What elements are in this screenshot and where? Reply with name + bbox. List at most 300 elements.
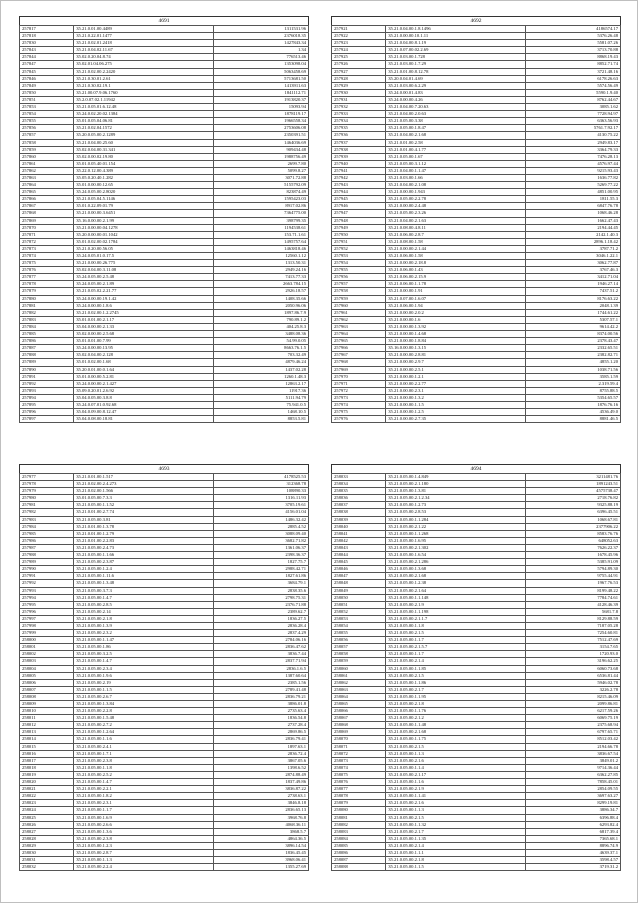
table-row xyxy=(332,828,621,835)
point-number-cell: 258054 xyxy=(332,622,386,629)
table-row xyxy=(332,26,621,33)
point-number-cell: 258007 xyxy=(20,686,74,693)
point-number-cell: 257952 xyxy=(332,245,386,252)
table-row xyxy=(332,637,621,644)
table-row xyxy=(332,146,621,153)
value-cell: 3713.70.88 xyxy=(525,47,620,54)
point-number-cell: 257964 xyxy=(332,331,386,338)
value-cell: 1636.77.82 xyxy=(525,174,620,181)
value-cell: 2854.09.55 xyxy=(525,786,620,793)
value-cell: 6217.59.26 xyxy=(525,708,620,715)
coordinate-cell: 35.21.0.05.00.3.81 xyxy=(74,516,213,523)
table-row xyxy=(332,47,621,54)
point-number-cell: 257984 xyxy=(20,523,74,530)
table-row xyxy=(20,89,309,96)
coordinate-cell: 35.21.0.00.00.2.4.48 xyxy=(386,203,525,210)
table-row xyxy=(20,573,309,580)
table-row xyxy=(332,722,621,729)
table-row xyxy=(20,828,309,835)
table-row xyxy=(332,474,621,481)
table-row xyxy=(332,729,621,736)
coordinate-cell: 35.21.0.05.00.2.1.6 xyxy=(386,800,525,807)
coordinate-cell: 35.21.0.05.00.2.3.1 xyxy=(74,800,213,807)
value-cell: 5385.91.09 xyxy=(525,559,620,566)
value-cell: 3836.87.22 xyxy=(213,786,308,793)
table-row xyxy=(332,644,621,651)
coordinate-cell: 35.21.0.05.00.1.8.2 xyxy=(74,793,213,800)
point-number-cell: 257888 xyxy=(20,352,74,359)
value-cell: 2398.36.37 xyxy=(213,552,308,559)
point-number-cell: 257893 xyxy=(20,387,74,394)
point-number-cell: 258052 xyxy=(332,608,386,615)
coordinate-cell: 35.21.0.05.00.2.2.4 xyxy=(74,864,213,871)
table-header: 4691 xyxy=(19,16,309,25)
value-cell: 1811.55.3 xyxy=(525,196,620,203)
value-cell: 2718.76.82 xyxy=(525,495,620,502)
point-number-cell: 258070 xyxy=(332,736,386,743)
value-cell: 2048.1.39 xyxy=(525,302,620,309)
value-cell: 2142.1.40.3 xyxy=(525,231,620,238)
point-number-cell: 257991 xyxy=(20,573,74,580)
table-row xyxy=(332,267,621,274)
coordinate-cell: 35.21.0.05.00.2.1.7 xyxy=(386,686,525,693)
table-row xyxy=(20,96,309,103)
value-cell: 5063458.69 xyxy=(213,68,308,75)
table-row xyxy=(20,842,309,849)
table-row xyxy=(20,139,309,146)
value-cell: 1398.6.52 xyxy=(213,764,308,771)
table-row xyxy=(332,281,621,288)
table-row xyxy=(332,495,621,502)
table-row xyxy=(332,210,621,217)
coordinate-cell: 35.21.0.05.00.1.1.6 xyxy=(386,779,525,786)
value-cell: 6363.56.93 xyxy=(525,118,620,125)
value-cell: 5713681.50 xyxy=(213,75,308,82)
table-row xyxy=(20,722,309,729)
point-number-cell: 257973 xyxy=(332,394,386,401)
table-row xyxy=(332,594,621,601)
coordinate-cell: 35.21.0.05.00.1.2.3 xyxy=(74,842,213,849)
value-cell: 9325.88.19 xyxy=(525,502,620,509)
coordinate-cell: 35.21.0.05.00.1.1.3 xyxy=(386,807,525,814)
value-cell: 3488.08.36 xyxy=(213,331,308,338)
coordinate-cell: 35.21.0.05.00.3.1.12 xyxy=(386,160,525,167)
coordinate-cell: 35.04.0.00.00.2.1.33 xyxy=(74,323,213,330)
value-cell: 2869.86.5 xyxy=(213,729,308,736)
point-number-cell: 257967 xyxy=(332,352,386,359)
table-row xyxy=(20,68,309,75)
coordinate-cell: 35.21.0.05.00.2.4.1 xyxy=(74,743,213,750)
point-number-cell: 258035 xyxy=(332,488,386,495)
coordinate-cell: 35.21.0.05.00.1.9.6 xyxy=(74,672,213,679)
point-number-cell: 257874 xyxy=(20,253,74,260)
point-number-cell: 257943 xyxy=(332,182,386,189)
value-cell: 2050.96.06 xyxy=(213,302,308,309)
point-number-cell: 257857 xyxy=(20,132,74,139)
value-cell: 8852.71.74 xyxy=(525,61,620,68)
value-cell: 5581.07.26 xyxy=(525,40,620,47)
point-number-cell: 257843 xyxy=(20,47,74,54)
coordinate-cell: 35.21.0.05.00.1.8.47 xyxy=(386,125,525,132)
table-row xyxy=(20,338,309,345)
value-cell: 4576.97.44 xyxy=(525,160,620,167)
point-number-cell: 258018 xyxy=(20,764,74,771)
table-row xyxy=(20,679,309,686)
value-cell: 776513.46 xyxy=(213,54,308,61)
value-cell: 3846.8.18 xyxy=(213,800,308,807)
coordinate-cell: 35.21.0.05.00.2.3.8 xyxy=(74,835,213,842)
coordinate-cell: 35.21.0.05.00.2.1.6 xyxy=(386,757,525,764)
point-number-cell: 258048 xyxy=(332,580,386,587)
point-number-cell: 257933 xyxy=(332,111,386,118)
table-row xyxy=(20,672,309,679)
value-cell: 4879.46.24 xyxy=(213,359,308,366)
value-cell: 3836.67.54 xyxy=(525,750,620,757)
value-cell: 2385.1.56 xyxy=(213,679,308,686)
table-row xyxy=(332,708,621,715)
value-cell: 1966558.34 xyxy=(213,118,308,125)
coordinate-cell: 35.21.0.05.00.1.3.81 xyxy=(386,488,525,495)
value-cell: 8896.74.9 xyxy=(525,842,620,849)
point-number-cell: 258073 xyxy=(332,757,386,764)
table-row xyxy=(332,665,621,672)
coordinates-table xyxy=(331,25,621,423)
table-row xyxy=(332,715,621,722)
table-row xyxy=(20,153,309,160)
table-block-4 xyxy=(331,464,621,871)
point-number-cell: 258071 xyxy=(332,743,386,750)
value-cell: 790.89.1.2 xyxy=(213,316,308,323)
coordinate-cell: 35.21.0.05.00.2.1.5 xyxy=(386,630,525,637)
value-cell: 1413911.63 xyxy=(213,82,308,89)
point-number-cell: 257897 xyxy=(20,416,74,423)
point-number-cell: 257992 xyxy=(20,580,74,587)
coordinate-cell: 35.21.0.02.00.1.566 xyxy=(74,488,213,495)
table-row xyxy=(332,75,621,82)
table-row xyxy=(332,104,621,111)
coordinate-cell: 35.24.0.00.00.1.8.6 xyxy=(74,302,213,309)
coordinate-cell: 35.04.0.05.00.3.8.8 xyxy=(74,394,213,401)
value-cell: 1427843.34 xyxy=(213,40,308,47)
table-row xyxy=(332,651,621,658)
point-number-cell: 257846 xyxy=(20,75,74,82)
value-cell: 2838.35.6 xyxy=(213,587,308,594)
table-row xyxy=(20,544,309,551)
value-cell: 5590.1.9.40 xyxy=(525,89,620,96)
value-cell: 2382.82.71 xyxy=(525,352,620,359)
table-row xyxy=(332,366,621,373)
coordinate-cell: 35.21.0.05.00.2.1.5 xyxy=(386,672,525,679)
table-row xyxy=(332,622,621,629)
point-number-cell: 257878 xyxy=(20,281,74,288)
value-cell: 54.99.0.05 xyxy=(213,338,308,345)
coordinate-cell: 35.21.0.03.00.1.7.29 xyxy=(386,61,525,68)
coordinate-cell: 35.21.0.05.00.2.1.22 xyxy=(386,523,525,530)
table-row xyxy=(20,167,309,174)
point-number-cell: 258084 xyxy=(332,835,386,842)
coordinate-cell: 35.21.0.05.00.2.3.26 xyxy=(386,210,525,217)
point-number-cell: 258027 xyxy=(20,828,74,835)
point-number-cell: 258079 xyxy=(332,800,386,807)
value-cell: 3071.72.88 xyxy=(213,174,308,181)
coordinate-cell: 35.20.0.00.00.01.1042 xyxy=(74,231,213,238)
value-cell: 2836.72.4 xyxy=(213,750,308,757)
table-row xyxy=(332,189,621,196)
table-row xyxy=(332,401,621,408)
point-number-cell: 257889 xyxy=(20,359,74,366)
table-row xyxy=(332,182,621,189)
value-cell: 4536.49.0 xyxy=(525,409,620,416)
point-number-cell: 258006 xyxy=(20,679,74,686)
table-row xyxy=(20,523,309,530)
value-cell: 1353098.04 xyxy=(213,61,308,68)
table-row xyxy=(20,658,309,665)
coordinate-cell: 35.21.0.05.00.3.7.3 xyxy=(74,587,213,594)
value-cell: 1897.63.1 xyxy=(213,743,308,750)
coordinate-cell: 35.01.0.02.00.02.1784 xyxy=(74,238,213,245)
point-number-cell: 257818 xyxy=(20,33,74,40)
point-number-cell: 257968 xyxy=(332,359,386,366)
table-row xyxy=(20,26,309,33)
point-number-cell: 258061 xyxy=(332,672,386,679)
table-row xyxy=(332,857,621,864)
point-number-cell: 257890 xyxy=(20,366,74,373)
point-number-cell: 258066 xyxy=(332,708,386,715)
table-row xyxy=(20,274,309,281)
value-cell: 1878119.17 xyxy=(213,111,308,118)
value-cell: 703.32.49 xyxy=(213,352,308,359)
value-cell: 2737.28.4 xyxy=(213,722,308,729)
value-cell: 2735.63.4 xyxy=(213,708,308,715)
point-number-cell: 257930 xyxy=(332,89,386,96)
table-header: 4694 xyxy=(331,464,621,473)
value-cell: 3719.31.2 xyxy=(525,864,620,871)
table-row xyxy=(20,281,309,288)
point-number-cell: 258056 xyxy=(332,637,386,644)
value-cell: 1463818.46 xyxy=(213,245,308,252)
point-number-cell: 257896 xyxy=(20,409,74,416)
value-cell: 8129.88.59 xyxy=(525,615,620,622)
point-number-cell: 258072 xyxy=(332,750,386,757)
point-number-cell: 257866 xyxy=(20,196,74,203)
table-row xyxy=(20,622,309,629)
table-row xyxy=(332,68,621,75)
value-cell: 6396.45.51 xyxy=(525,509,620,516)
value-cell: 8755.88.5 xyxy=(525,387,620,394)
point-number-cell: 258003 xyxy=(20,658,74,665)
value-cell: 108890.33 xyxy=(213,488,308,495)
point-number-cell: 258053 xyxy=(332,615,386,622)
table-row xyxy=(332,409,621,416)
table-row xyxy=(332,672,621,679)
coordinate-cell: 35.21.0.00.00.2.9.7 xyxy=(386,359,525,366)
value-cell: 3046.1.22.1 xyxy=(525,253,620,260)
point-number-cell: 257947 xyxy=(332,210,386,217)
value-cell: 1946.27.14 xyxy=(525,281,620,288)
coordinate-cell: 35.21.0.04.00.7.20.63 xyxy=(386,104,525,111)
value-cell: 4864.36.5 xyxy=(213,835,308,842)
table-row xyxy=(20,373,309,380)
point-number-cell: 257979 xyxy=(20,488,74,495)
table-row xyxy=(332,196,621,203)
table-row xyxy=(20,651,309,658)
coordinate-cell: 35.21.0.05.00.2.14 xyxy=(74,608,213,615)
value-cell: 3886.01.8 xyxy=(213,701,308,708)
table-row xyxy=(332,274,621,281)
value-cell: 6797.65.71 xyxy=(525,729,620,736)
coordinate-cell: 35.21.0.05.00.2.1.9 xyxy=(386,601,525,608)
coordinate-cell: 35.21.0.01.00.4.1.77 xyxy=(386,146,525,153)
value-cell: 2376.71.88 xyxy=(213,601,308,608)
point-number-cell: 258012 xyxy=(20,722,74,729)
table-row xyxy=(332,295,621,302)
coordinate-cell: 35.21.0.00.00.2.18.8 xyxy=(386,260,525,267)
coordinate-cell: 35.21.0.05.00.1.1.5 xyxy=(74,686,213,693)
coordinate-cell: 35.21.0.05.00.1.4.7 xyxy=(74,658,213,665)
value-cell: 7187.05.28 xyxy=(525,622,620,629)
coordinate-cell: 35.21.0.06.00.2.15.9 xyxy=(386,274,525,281)
point-number-cell: 258034 xyxy=(332,481,386,488)
table-row xyxy=(20,615,309,622)
coordinates-table xyxy=(19,25,309,423)
coordinate-cell: 35.21.0.05.00.2.1.8 xyxy=(386,701,525,708)
point-number-cell: 257894 xyxy=(20,394,74,401)
point-number-cell: 258017 xyxy=(20,757,74,764)
table-row xyxy=(20,217,309,224)
value-cell: 12560.1.12 xyxy=(213,253,308,260)
table-row xyxy=(20,495,309,502)
table-row xyxy=(332,373,621,380)
coordinate-cell: 35.21.0.05.00.2.3.87 xyxy=(74,559,213,566)
value-cell: 3849.01.2 xyxy=(525,757,620,764)
value-cell: 9755.44.91 xyxy=(525,573,620,580)
value-cell: 1827.61.86 xyxy=(213,573,308,580)
table-row xyxy=(20,736,309,743)
coordinate-cell: 35.21.0.05.00.2.6.7 xyxy=(74,693,213,700)
value-cell: 1260.1.48.3 xyxy=(213,373,308,380)
coordinate-cell: 35.21.0.00.00.2.0.2 xyxy=(386,309,525,316)
coordinate-cell: 35.21.0.05.00.1.1.5 xyxy=(386,864,525,871)
value-cell: 8583.76.76 xyxy=(525,530,620,537)
point-number-cell: 257886 xyxy=(20,338,74,345)
table-row xyxy=(20,40,309,47)
point-number-cell: 258019 xyxy=(20,771,74,778)
point-number-cell: 258046 xyxy=(332,566,386,573)
coordinate-cell: 35.21.0.00.00.2.5.1 xyxy=(386,366,525,373)
table-row xyxy=(332,566,621,573)
value-cell: 2798.75.31 xyxy=(213,594,308,601)
table-row xyxy=(332,167,621,174)
value-cell: 4156.01.04 xyxy=(213,509,308,516)
coordinate-cell: 35.20.0.05.00.2.1289 xyxy=(74,132,213,139)
point-number-cell: 257977 xyxy=(20,474,74,481)
point-number-cell: 257971 xyxy=(332,380,386,387)
value-cell: 4178525.53 xyxy=(213,474,308,481)
point-number-cell: 258016 xyxy=(20,750,74,757)
value-cell: 2332.65.51 xyxy=(525,345,620,352)
table-row xyxy=(20,608,309,615)
value-cell: 2896.1.18.42 xyxy=(525,238,620,245)
point-number-cell: 257938 xyxy=(332,146,386,153)
coordinate-cell: 35.24.0.02.20.02.1384 xyxy=(74,111,213,118)
table-row xyxy=(332,573,621,580)
point-number-cell: 257870 xyxy=(20,224,74,231)
table-row xyxy=(332,352,621,359)
table-row xyxy=(332,160,621,167)
table-row xyxy=(332,608,621,615)
coordinate-cell: 35.21.0.05.00.1.1.66 xyxy=(74,552,213,559)
point-number-cell: 257856 xyxy=(20,125,74,132)
point-number-cell: 257879 xyxy=(20,288,74,295)
value-cell: 2663.784.15 xyxy=(213,281,308,288)
point-number-cell: 258037 xyxy=(332,502,386,509)
value-cell: 1068.67.81 xyxy=(525,516,620,523)
value-cell: 2837.4.29 xyxy=(213,630,308,637)
point-number-cell: 257940 xyxy=(332,160,386,167)
coordinate-cell: 35.21.0.04.00.25.60 xyxy=(74,139,213,146)
coordinate-cell: 35.21.0.05.00.1.1.4 xyxy=(386,764,525,771)
point-number-cell: 257853 xyxy=(20,104,74,111)
coordinate-cell: 35.21.0.00.00.2.8.81 xyxy=(386,352,525,359)
value-cell: 7476.28.13 xyxy=(525,153,620,160)
coordinate-cell: 35.21.0.05.00.1.1.48 xyxy=(386,722,525,729)
value-cell: 2874.88.49 xyxy=(213,771,308,778)
point-number-cell: 258055 xyxy=(332,630,386,637)
coordinate-cell: 35.21.0.05.00.1.1.7 xyxy=(386,637,525,644)
table-row xyxy=(332,302,621,309)
table-row xyxy=(20,267,309,274)
value-cell: 1468.10.5 xyxy=(213,409,308,416)
point-number-cell: 257850 xyxy=(20,89,74,96)
coordinate-cell: 35.21.00.07.9.06.1760 xyxy=(74,89,213,96)
point-number-cell: 257983 xyxy=(20,516,74,523)
point-number-cell: 257928 xyxy=(332,75,386,82)
table-row xyxy=(20,174,309,181)
point-number-cell: 258059 xyxy=(332,658,386,665)
value-cell: 2378.43.47 xyxy=(525,338,620,345)
coordinate-cell: 35.21.0.05.00.2.1.5 xyxy=(386,814,525,821)
value-cell: 1836.54.8 xyxy=(213,715,308,722)
table-row xyxy=(20,800,309,807)
value-cell: 8853.5.81 xyxy=(213,416,308,423)
coordinate-cell: 35.21.0.05.00.2.3.2 xyxy=(74,630,213,637)
coordinates-table xyxy=(331,473,621,871)
point-number-cell: 257892 xyxy=(20,380,74,387)
coordinate-cell: 35.21.0.05.00.1.1.1 xyxy=(386,849,525,856)
table-row xyxy=(332,387,621,394)
coordinate-cell: 35.21.0.01.00.2.58 xyxy=(386,139,525,146)
point-number-cell: 257994 xyxy=(20,594,74,601)
point-number-cell: 258004 xyxy=(20,665,74,672)
coordinate-cell: 35.21.0.05.00.2.3.4 xyxy=(74,665,213,672)
value-cell: 1837.49.86 xyxy=(213,779,308,786)
table-row xyxy=(20,75,309,82)
value-cell: 2753606.08 xyxy=(213,125,308,132)
value-cell: 1678.45.96 xyxy=(525,552,620,559)
point-number-cell: 257949 xyxy=(332,224,386,231)
value-cell: 1720.93.0 xyxy=(525,651,620,658)
point-number-cell: 258081 xyxy=(332,814,386,821)
coordinate-cell: 35.21.0.05.00.2.1.5.7 xyxy=(386,644,525,651)
table-row xyxy=(332,800,621,807)
point-number-cell: 257863 xyxy=(20,174,74,181)
table-row xyxy=(20,401,309,408)
coordinate-cell: 35.21.0.00.00.1.2.5 xyxy=(386,409,525,416)
table-row xyxy=(332,89,621,96)
coordinate-cell: 35.24.0.05.00.2.1.89 xyxy=(74,281,213,288)
value-cell: 1316.11.93 xyxy=(213,495,308,502)
value-cell: 5354.65.57 xyxy=(525,394,620,401)
